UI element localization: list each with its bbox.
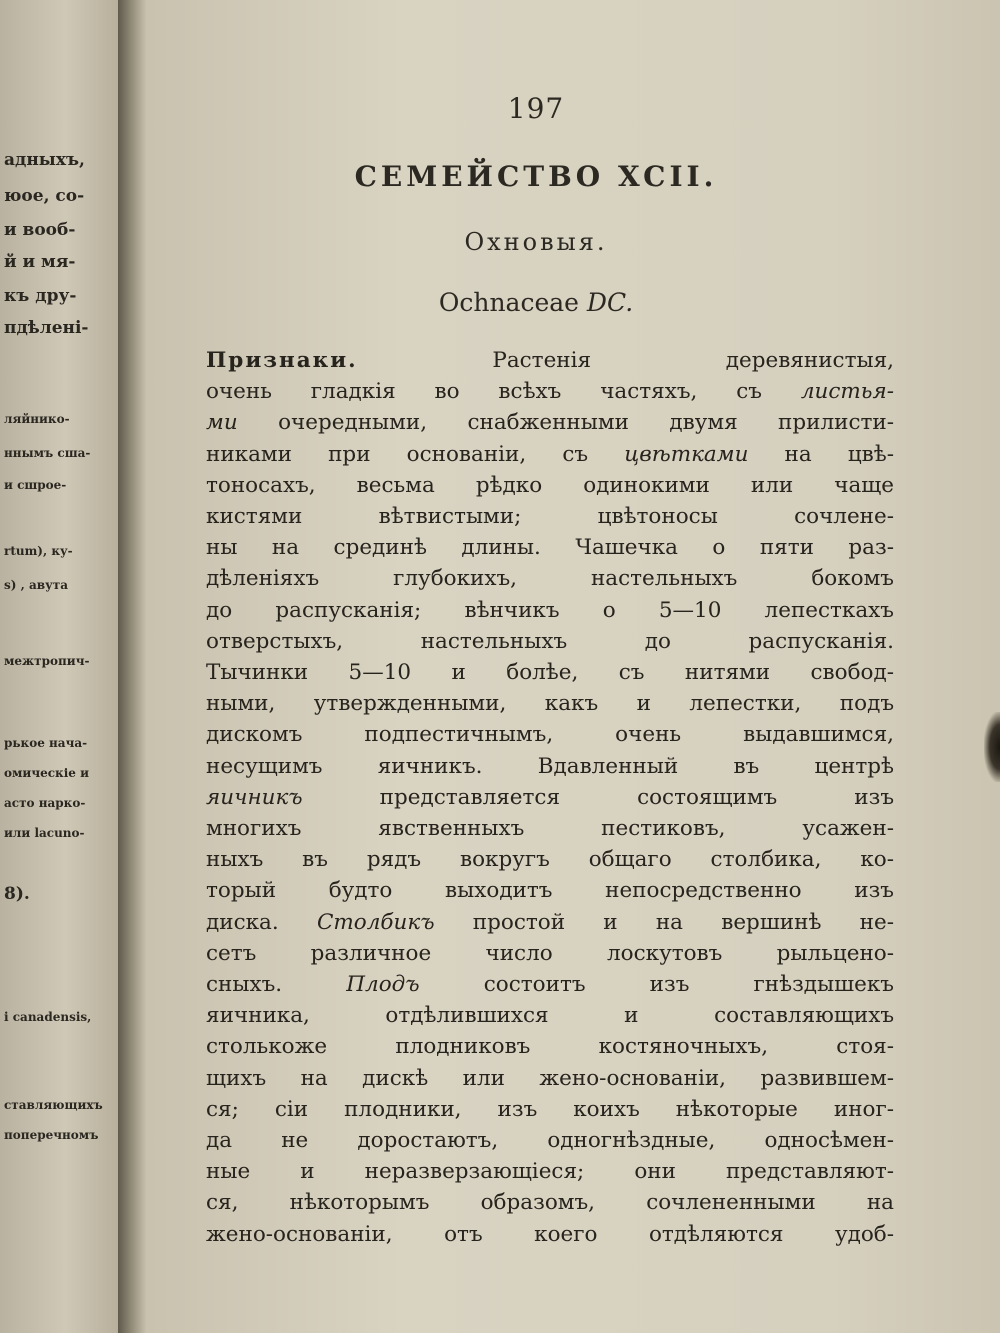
text-run: ныхъ въ рядъ вокругъ общаго столбика, ко- <box>206 847 894 873</box>
body-line <box>206 566 894 591</box>
text-run: ся; сіи плодники, изъ коихъ нѣкоторые иног- <box>206 1096 894 1122</box>
text-run: кистями вѣтвистыми; цвѣтоносы сочлене- <box>206 504 894 529</box>
body-line <box>206 535 894 560</box>
left-page-line: адныхъ, <box>4 150 85 170</box>
body-line <box>206 1066 894 1091</box>
body-line <box>206 504 894 529</box>
text-run: щихъ на дискѣ или жено-основаніи, развившем- <box>206 1065 894 1091</box>
left-page-line: ляйнико- <box>4 412 70 426</box>
body-line <box>206 1190 894 1215</box>
body-line <box>206 1222 894 1247</box>
body-line <box>206 816 894 841</box>
body-line <box>206 1003 894 1028</box>
body-line <box>206 691 894 716</box>
left-page-line: ставляющихъ <box>4 1098 103 1112</box>
text-run: ные и неразверзающіеся; они представляют- <box>206 1159 894 1185</box>
italic-term: цвѣтками <box>624 441 749 467</box>
latin-authority: DC. <box>586 288 634 317</box>
book-gutter <box>118 0 146 1333</box>
text-run: да не доростаютъ, одногнѣздные, односѣмен- <box>206 1128 894 1153</box>
text-run: столькоже плодниковъ костяночныхъ, стоя- <box>206 1034 894 1060</box>
left-page-line: rtum), ку- <box>4 544 73 558</box>
left-page-line: s) , авута <box>4 578 68 592</box>
text-run: на цвѣ- <box>748 441 894 467</box>
body-line <box>206 910 894 935</box>
text-run: до распусканія; вѣнчикъ о 5—10 лепесткахъ <box>206 597 894 623</box>
left-page-line: и сшрое- <box>4 478 67 492</box>
italic-term: Плодъ <box>346 972 420 997</box>
body-line <box>206 348 894 373</box>
left-page-fragment <box>0 0 118 1333</box>
body-line <box>206 442 894 467</box>
text-run: Растенія деревянистыя, <box>357 348 894 373</box>
body-line <box>206 598 894 623</box>
body-line <box>206 754 894 779</box>
body-line <box>206 1128 894 1153</box>
text-run: состоитъ изъ гнѣздышекъ <box>419 972 894 997</box>
family-heading: СЕМЕЙСТВО XCII. <box>354 160 718 193</box>
body-line <box>206 1034 894 1059</box>
body-line <box>206 785 894 810</box>
text-run: отверстыхъ, настельныхъ до распусканія. <box>206 628 894 654</box>
left-page-line: й и мя- <box>4 252 76 272</box>
body-line <box>206 660 894 685</box>
left-page-line: ннымъ сша- <box>4 446 91 460</box>
body-line <box>206 629 894 654</box>
left-page-line: рькое нача- <box>4 736 88 750</box>
left-page-line: i canadensis, <box>4 1010 92 1024</box>
text-run: ными, утвержденными, какъ и лепестки, подъ <box>206 691 894 717</box>
body-line <box>206 847 894 872</box>
body-line <box>206 1159 894 1184</box>
body-line <box>206 941 894 966</box>
left-page-line: омическіе и <box>4 766 89 780</box>
text-run: несущимъ яичникъ. Вдавленный въ центрѣ <box>206 753 894 779</box>
text-run: очередными, снабженными двумя прилисти- <box>237 410 894 436</box>
left-page-line: къ дру- <box>4 286 77 306</box>
body-line <box>206 972 894 997</box>
text-run: простой и на вершинѣ не- <box>434 909 894 935</box>
page-number: 197 <box>507 92 565 125</box>
text-run: ны на срединѣ длины. Чашечка о пяти раз- <box>206 535 894 561</box>
italic-term: ми <box>206 410 238 436</box>
body-line <box>206 410 894 435</box>
binding-clip <box>984 712 1000 782</box>
latin-genus: Ochnaceae <box>438 288 579 317</box>
text-run: дискомъ подпестичнымъ, очень выдавшимся, <box>206 722 894 748</box>
text-run: дѣленіяхъ глубокихъ, настельныхъ бокомъ <box>206 566 894 592</box>
text-run: диска. <box>206 909 317 935</box>
text-run: яичника, отдѣлившихся и составляющихъ <box>206 1003 894 1029</box>
body-line <box>206 473 894 498</box>
text-run: торый будто выходитъ непосредственно изъ <box>206 878 894 904</box>
italic-term: листья- <box>800 379 894 405</box>
body-line <box>206 722 894 747</box>
left-page-line: и вооб- <box>4 220 76 240</box>
left-page-line: юое, со- <box>4 186 85 206</box>
text-run: тоносахъ, весьма рѣдко одинокими или чаще <box>206 472 894 498</box>
right-page <box>146 0 1000 1333</box>
italic-term: яичникъ <box>206 784 303 810</box>
body-line <box>206 1097 894 1122</box>
body-line <box>206 878 894 903</box>
left-page-line: или lacuno- <box>4 826 85 840</box>
left-page-line: 8). <box>4 884 30 904</box>
text-run: очень гладкія во всѣхъ частяхъ, съ <box>206 379 801 405</box>
family-name: Охновыя. <box>464 228 608 256</box>
body-line <box>206 379 894 404</box>
text-run: сныхъ. <box>206 972 347 997</box>
left-page-line: пдѣлені- <box>4 318 89 338</box>
text-run: Тычинки 5—10 и болѣе, съ нитями свобод- <box>206 660 894 685</box>
text-run: представляется состоящимъ изъ <box>302 784 894 810</box>
text-run: никами при основаніи, съ <box>206 441 625 467</box>
text-run: сетъ различное число лоскутовъ рыльцено- <box>206 940 894 966</box>
left-page-line: поперечномъ <box>4 1128 99 1142</box>
left-page-line: межтропич- <box>4 654 90 668</box>
section-lead: Признаки. <box>206 348 358 373</box>
text-run: многихъ явственныхъ пестиковъ, усажен- <box>206 816 894 841</box>
italic-term: Столбикъ <box>316 909 435 935</box>
text-run: ся, нѣкоторымъ образомъ, сочлененными на <box>206 1190 894 1216</box>
text-run: жено-основаніи, отъ коего отдѣляются удоб- <box>206 1221 894 1247</box>
latin-family-name <box>146 288 926 317</box>
left-page-line: астo нарко- <box>4 796 86 810</box>
